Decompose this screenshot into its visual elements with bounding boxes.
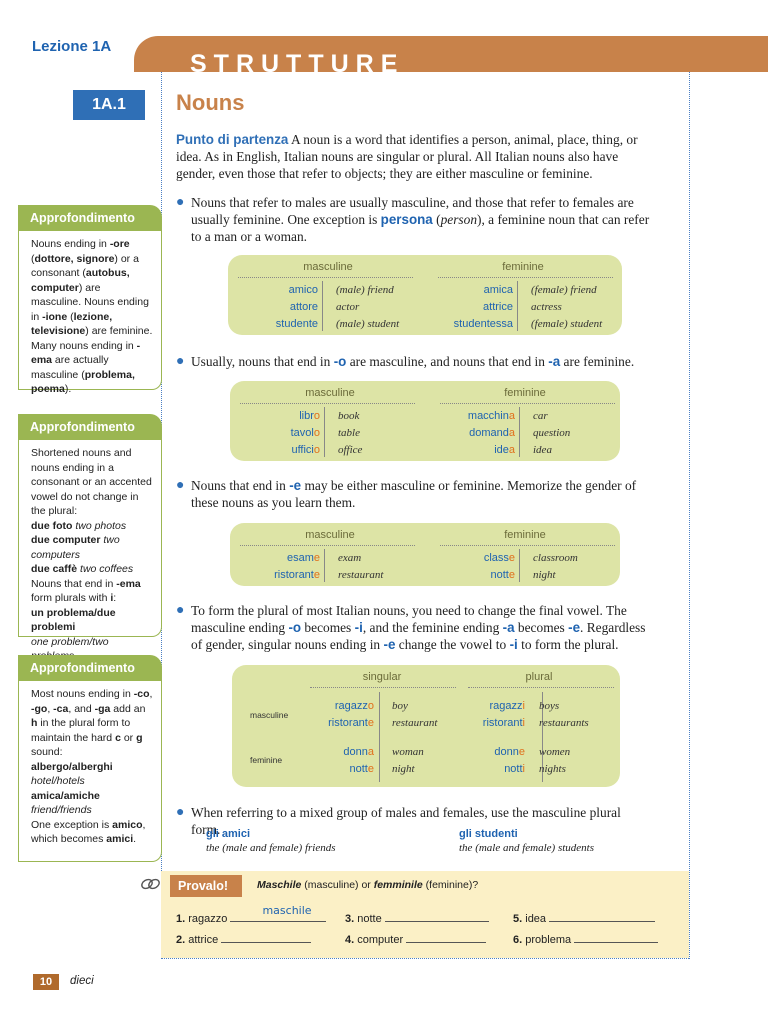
- bullet-3: ● Nouns that end in -e may be either masculine or feminine. Memorize the gender of these nouns as you learn them.: [176, 478, 637, 510]
- gender-table-3: [230, 523, 620, 586]
- gender-table-1: [228, 255, 622, 335]
- gender-table-2: [230, 381, 620, 461]
- page-number-word: dieci: [70, 975, 94, 987]
- provalo-badge: Provalo!: [170, 875, 242, 897]
- sidebar-approfondimento-1: [18, 205, 162, 395]
- table-row: ragazzo boy ragazzi boys: [334, 700, 560, 712]
- table-row: tavolo table: [290, 427, 360, 439]
- exercise-item-1: 1. ragazzo maschile: [176, 910, 326, 925]
- table-row: studentessa (female) student: [453, 318, 603, 330]
- table-header-plural: plural: [525, 671, 553, 683]
- plural-table: [232, 665, 620, 787]
- table-row: macchina car: [467, 410, 548, 422]
- answer-field[interactable]: [574, 931, 658, 943]
- row-label-masculine: masculine: [250, 710, 289, 720]
- table-row: domanda question: [469, 427, 571, 439]
- table-header-feminine: feminine: [504, 529, 546, 541]
- bullet-dot-icon: ●: [176, 195, 185, 210]
- frame-bottom-rule: [161, 958, 689, 959]
- sidebar-approfondimento-2: [18, 414, 162, 648]
- table-row: amica (female) friend: [483, 284, 597, 296]
- bullet-dot-icon: ●: [176, 354, 185, 369]
- section-banner-title: STRUTTURE: [190, 50, 405, 74]
- sidebar-body: Shortened nouns and nouns ending in a consonant or an accented vowel do not change in the plural: due foto two photos due computer two computers due caffè two coffees Nouns that end in -ema form plurals with i: un problema/due problemi one problem/two: [18, 440, 162, 637]
- table-header-masculine: masculine: [303, 261, 353, 273]
- table-row: attrice actress: [483, 301, 562, 313]
- exercise-item-4: 4. computer: [345, 931, 486, 946]
- exercise-item-6: 6. problema: [513, 931, 658, 946]
- bullet-dot-icon: ●: [176, 603, 185, 618]
- table-header-masculine: masculine: [305, 387, 355, 399]
- sidebar-approfondimento-3: [18, 655, 162, 862]
- table-row: attore actor: [289, 301, 360, 313]
- table-row: esame exam: [286, 552, 362, 564]
- table-row: classe classroom: [483, 552, 578, 564]
- link-chain-icon: [140, 876, 162, 892]
- bullet-5: ● When referring to a mixed group of males and females, use the masculine plural form.: [176, 805, 621, 837]
- table-row: idea idea: [494, 444, 552, 456]
- table-row: amico (male) friend: [288, 284, 394, 296]
- example-2: gli studenti the (male and female) students: [459, 828, 595, 854]
- lesson-label: Lezione 1A: [32, 38, 112, 55]
- table-row: ufficio office: [291, 444, 363, 456]
- example-1: gli amici the (male and female) friends: [206, 828, 336, 854]
- table-header-feminine: feminine: [504, 387, 546, 399]
- table-row: donna woman donne women: [343, 746, 571, 758]
- provalo-question: Maschile (masculine) or femminile (feminine)?: [257, 879, 479, 891]
- page-number: 10: [33, 974, 59, 990]
- row-label-feminine: feminine: [250, 755, 283, 765]
- answer-field[interactable]: [406, 931, 486, 943]
- table-row: libro book: [299, 410, 360, 422]
- table-row: ristorante restaurant ristoranti restaurants: [328, 717, 589, 729]
- sidebar-title: Approfondimento: [18, 655, 162, 681]
- table-header-singular: singular: [362, 671, 402, 683]
- intro-paragraph: [176, 131, 654, 182]
- exercise-item-5: 5. idea: [513, 910, 655, 925]
- bullet-1: ● Nouns that refer to males are usually masculine, and those that refer to females are usually feminine. One exception is persona (person), a feminine noun that can refer to a man or a woman.: [176, 195, 650, 244]
- answer-field[interactable]: [549, 910, 655, 922]
- exercise-item-2: 2. attrice: [176, 931, 311, 946]
- answer-field[interactable]: [221, 931, 311, 943]
- answer-field[interactable]: maschile: [230, 910, 326, 922]
- intro-label: Punto di partenza: [176, 132, 289, 147]
- table-row: studente (male) student: [275, 318, 400, 330]
- sidebar-title: Approfondimento: [18, 205, 162, 231]
- table-row: notte night: [490, 569, 556, 581]
- section-number-badge: 1A.1: [73, 90, 145, 120]
- answer-field[interactable]: [385, 910, 489, 922]
- sidebar-body: Most nouns ending in -co, -go, -ca, and -ga add an h in the plural form to maintain the hard c or g sound: albergo/alberghi hotel/hotels amica/amiche friend/friends One exception is amico, which becomes amici.: [18, 681, 162, 862]
- bullet-dot-icon: ●: [176, 805, 185, 820]
- table-header-masculine: masculine: [305, 529, 355, 541]
- bullet-2: ● Usually, nouns that end in -o are masculine, and nouns that end in -a are feminine.: [176, 354, 635, 369]
- table-row: notte night notti nights: [349, 763, 566, 775]
- table-header-feminine: feminine: [502, 261, 544, 273]
- bullet-dot-icon: ●: [176, 478, 185, 493]
- sidebar-body: Nouns ending in -ore (dottore, signore) or a consonant (autobus, computer) are masculine. Nouns ending in -ione (lezione, televisione) are feminine. Many nouns ending in -ema are actually masculine (problema, poema).: [18, 231, 162, 390]
- sidebar-title: Approfondimento: [18, 414, 162, 440]
- intro-text: A noun is a word that identifies a person, animal, place, thing, or idea. As in English, Italian nouns are singular or plural. All Italian nouns also have gender, even those that refer to objects; they are either masculine or feminine.: [176, 132, 638, 181]
- bullet-4: ● To form the plural of most Italian nouns, you need to change the final vowel. The masculine ending -o becomes -i, and the feminine ending -a becomes -e. Regardless of gender, singular nouns ending in -e change the vowel to -i to form the plural.: [176, 603, 646, 652]
- exercise-item-3: 3. notte: [345, 910, 489, 925]
- page-title: Nouns: [176, 90, 245, 115]
- frame-right-rule: [689, 72, 690, 959]
- table-row: ristorante restaurant: [274, 569, 384, 581]
